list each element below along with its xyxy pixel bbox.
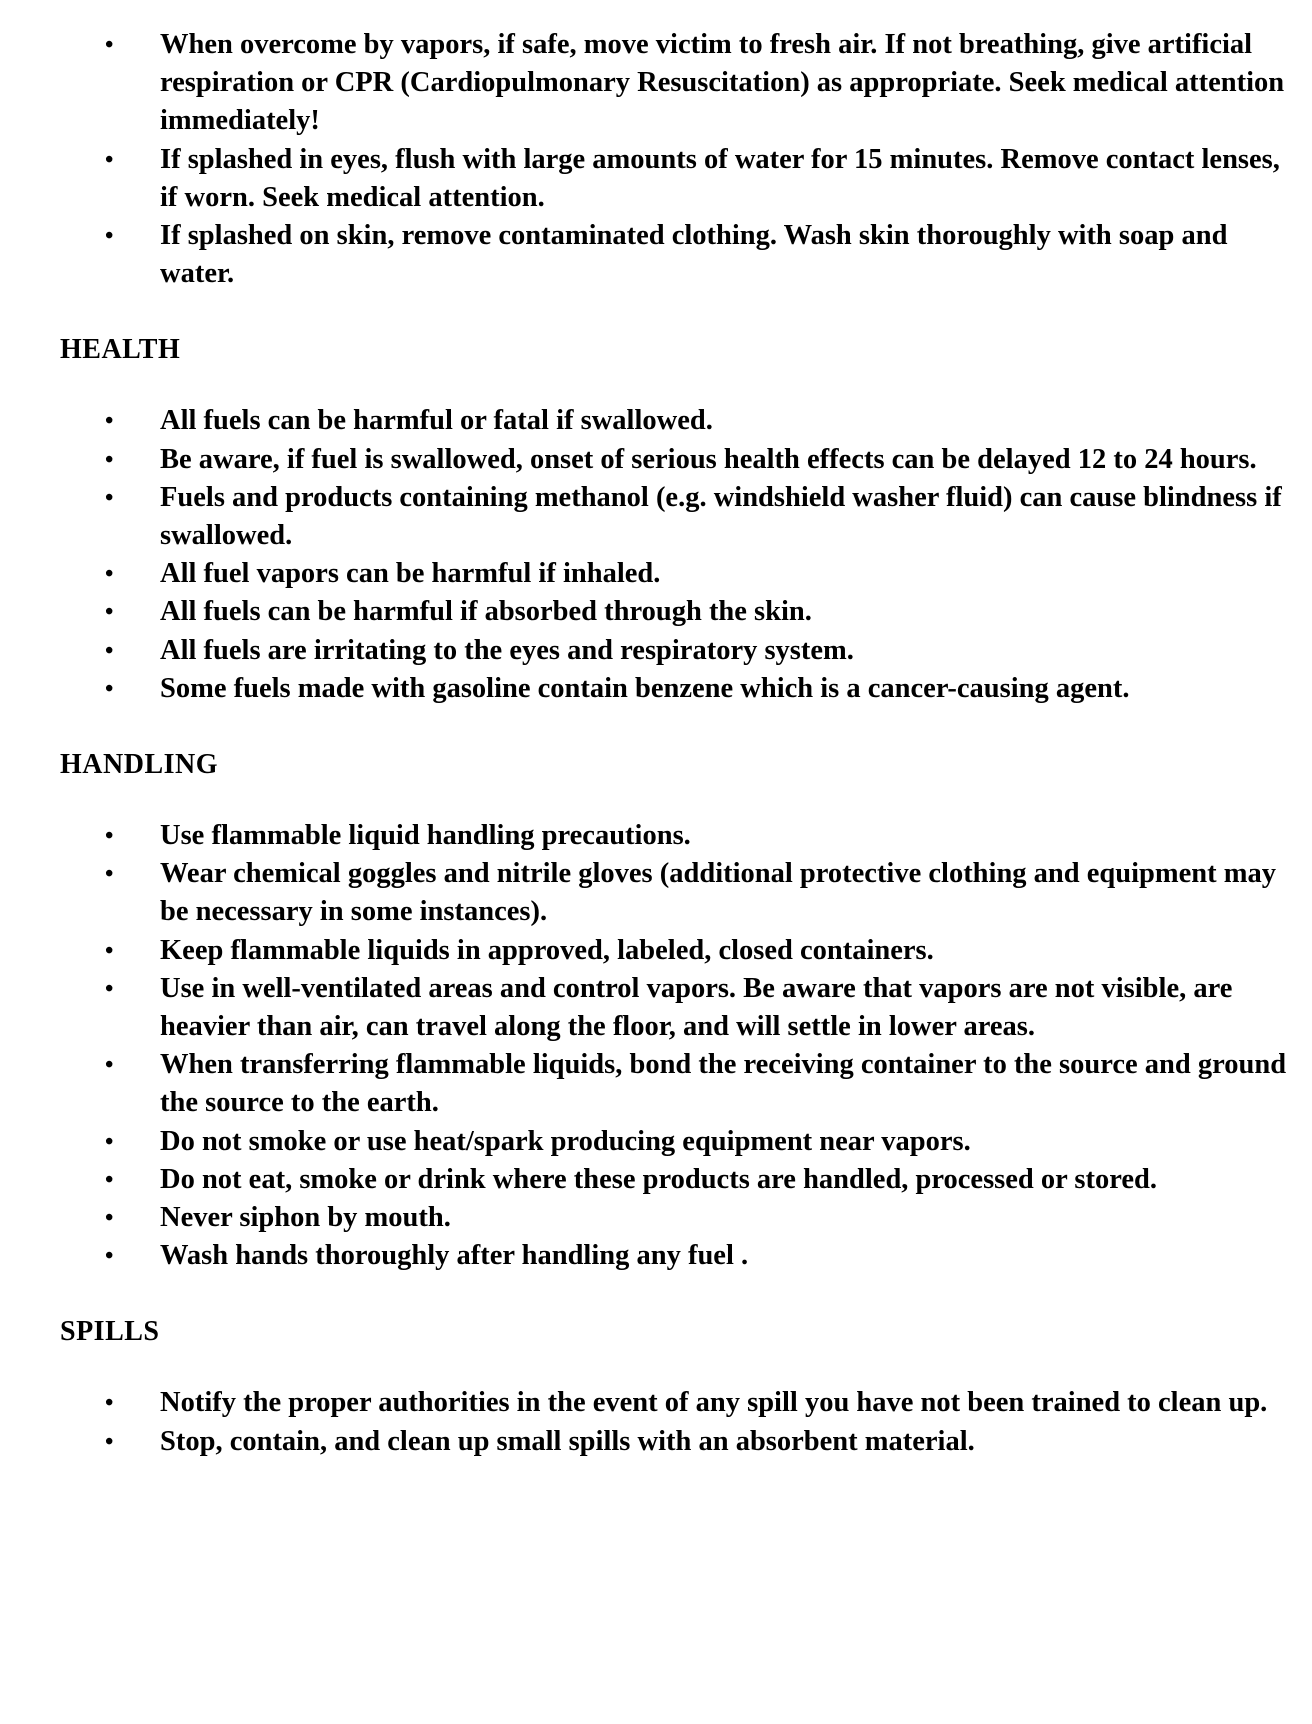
bullet-icon: • <box>105 1166 114 1193</box>
bullet-icon: • <box>105 223 114 250</box>
list-item <box>60 632 1300 670</box>
list-item-text: Fuels and products containing methanol (e.g. windshield washer fluid) can cause blindness if swallowed. <box>160 481 1282 552</box>
list-item-text: Never siphon by mouth. <box>160 1202 451 1234</box>
first-aid-list <box>60 26 1285 293</box>
list-item <box>60 1199 1300 1237</box>
bullet-icon: • <box>105 1128 114 1155</box>
list-item <box>60 670 1300 708</box>
list-item <box>60 217 1300 293</box>
bullet-icon: • <box>105 408 114 435</box>
list-item <box>60 402 1300 440</box>
bullet-icon: • <box>105 484 114 511</box>
list-item <box>60 1046 1300 1122</box>
list-item-text: Use flammable liquid handling precautions. <box>160 820 691 852</box>
list-item <box>60 932 1300 970</box>
bullet-icon: • <box>105 446 114 473</box>
list-item <box>60 479 1300 555</box>
list-item-text: Some fuels made with gasoline contain benzene which is a cancer-causing agent. <box>160 672 1130 704</box>
list-item <box>60 1161 1300 1199</box>
list-item <box>60 593 1300 631</box>
bullet-icon: • <box>105 675 114 702</box>
health-list <box>60 402 1282 708</box>
list-item-text: Do not smoke or use heat/spark producing equipment near vapors. <box>160 1125 971 1157</box>
bullet-icon: • <box>105 823 114 850</box>
list-item-text: When transferring flammable liquids, bond the receiving container to the source and ground the source to the earth. <box>160 1049 1287 1119</box>
list-item <box>60 26 1300 141</box>
list-item <box>60 555 1300 593</box>
list-item <box>60 1123 1300 1161</box>
list-item-text: Wash hands thoroughly after handling any fuel . <box>160 1240 749 1272</box>
list-item-text: All fuels can be harmful or fatal if swallowed. <box>160 405 713 437</box>
list-item-text: Stop, contain, and clean up small spills with an absorbent material. <box>160 1425 975 1457</box>
list-item-text: Notify the proper authorities in the event of any spill you have not been trained to clean up. <box>160 1387 1268 1419</box>
list-item <box>60 441 1300 479</box>
spills-heading: SPILLS <box>60 1316 160 1348</box>
bullet-icon: • <box>105 146 114 173</box>
list-item <box>60 817 1300 855</box>
bullet-icon: • <box>105 861 114 888</box>
bullet-icon: • <box>105 1052 114 1079</box>
list-item <box>60 141 1300 217</box>
bullet-icon: • <box>105 561 114 588</box>
spills-list <box>60 1384 1268 1460</box>
bullet-icon: • <box>105 1428 114 1455</box>
list-item-text: Do not eat, smoke or drink where these products are handled, processed or stored. <box>160 1163 1157 1195</box>
list-item-text: Wear chemical goggles and nitrile gloves (additional protective clothing and equipment may be necessary in some instances). <box>160 858 1276 928</box>
list-item-text: When overcome by vapors, if safe, move victim to fresh air. If not breathing, give artificial respiration or CPR (Cardiopulmonary Resuscitation) as appropriate. Seek medical attention immediately! <box>160 29 1285 137</box>
bullet-icon: • <box>105 937 114 964</box>
health-heading: HEALTH <box>60 334 181 366</box>
handling-heading: HANDLING <box>60 749 219 781</box>
list-item-text: All fuel vapors can be harmful if inhaled. <box>160 558 661 590</box>
bullet-icon: • <box>105 637 114 664</box>
bullet-icon: • <box>105 1243 114 1270</box>
list-item-text: Keep flammable liquids in approved, labeled, closed containers. <box>160 934 934 966</box>
list-item-text: Use in well-ventilated areas and control vapors. Be aware that vapors are not visible, are heavier than air, can travel along the floor, and will settle in lower areas. <box>160 972 1233 1043</box>
list-item-text: If splashed on skin, remove contaminated clothing. Wash skin thoroughly with soap and water. <box>160 220 1228 290</box>
list-item-text: If splashed in eyes, flush with large amounts of water for 15 minutes. Remove contact lenses, if worn. Seek medical attention. <box>160 143 1280 213</box>
list-item <box>60 1423 1300 1461</box>
bullet-icon: • <box>105 1205 114 1232</box>
bullet-icon: • <box>105 599 114 626</box>
list-item <box>60 1237 1300 1275</box>
bullet-icon: • <box>105 32 114 58</box>
bullet-icon: • <box>105 1390 114 1417</box>
list-item <box>60 1384 1300 1422</box>
list-item-text: All fuels can be harmful if absorbed through the skin. <box>160 596 812 628</box>
list-item <box>60 855 1300 931</box>
list-item <box>60 970 1300 1046</box>
handling-list <box>60 817 1287 1275</box>
list-item-text: All fuels are irritating to the eyes and respiratory system. <box>160 634 854 666</box>
list-item-text: Be aware, if fuel is swallowed, onset of serious health effects can be delayed 12 to 24 hours. <box>160 443 1257 475</box>
bullet-icon: • <box>105 975 114 1002</box>
